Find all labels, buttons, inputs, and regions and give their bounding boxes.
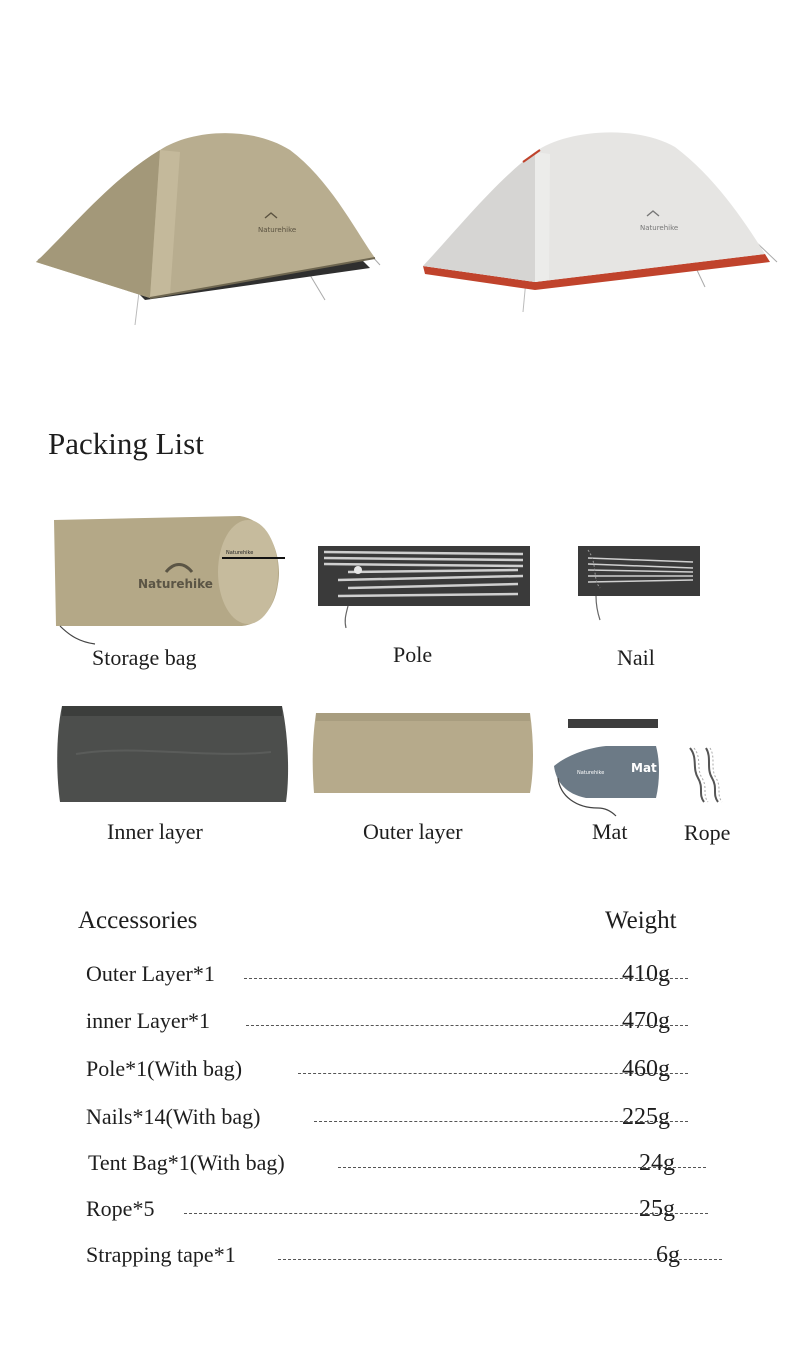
packing-list-title: Packing List [48,426,204,461]
accessory-row-nails [86,1104,706,1134]
caption-storage-bag: Storage bag [92,645,197,670]
accessory-name: Strapping tape*1 [86,1242,236,1267]
accessory-weight: 470g [622,1008,670,1034]
accessory-row-pole [86,1056,706,1086]
pole-image [318,544,533,634]
weight-header: Weight [605,907,677,934]
mat-print: Mat [631,761,657,775]
caption-inner-layer: Inner layer [107,819,203,844]
caption-nail: Nail [617,645,655,670]
khaki-tent-logo: Naturehike [258,226,297,234]
khaki-tent-image [30,120,390,330]
accessory-name: Outer Layer*1 [86,961,215,986]
mat-image [546,716,664,818]
strapping-tape-shape [568,719,658,728]
accessory-row-tent-bag [86,1150,706,1180]
accessory-name: inner Layer*1 [86,1008,210,1033]
accessory-name: Rope*5 [86,1196,155,1221]
caption-mat: Mat [592,819,628,844]
grey-tent-image [415,122,780,322]
rope-image [684,744,729,804]
svg-text:Naturehike: Naturehike [577,770,605,776]
storage-bag-image [50,514,285,649]
svg-text:Naturehike: Naturehike [226,550,254,556]
leader-dots [184,1213,708,1214]
inner-layer-image [56,704,291,806]
accessory-name: Nails*14(With bag) [86,1104,261,1129]
accessory-name: Pole*1(With bag) [86,1056,243,1081]
accessories-header: Accessories [78,907,198,934]
storage-bag-logo: Naturehike [138,577,213,591]
accessory-weight: 460g [622,1056,670,1082]
accessory-weight: 410g [622,961,670,987]
accessory-weight: 25g [639,1196,675,1222]
accessory-weight: 24g [639,1150,675,1176]
caption-pole: Pole [393,642,433,667]
accessory-weight: 6g [656,1242,680,1268]
outer-layer-image [312,711,534,796]
accessory-row-rope [86,1196,706,1226]
nail-image [578,544,703,624]
accessory-row-outer-layer [86,961,706,991]
grey-tent-logo: Naturehike [640,224,679,232]
accessory-row-strapping-tape [86,1242,706,1272]
accessory-name: Tent Bag*1(With bag) [88,1150,285,1175]
caption-rope: Rope [684,820,731,845]
caption-outer-layer: Outer layer [363,819,463,844]
accessory-weight: 225g [622,1104,670,1130]
accessory-row-inner-layer [86,1008,706,1038]
